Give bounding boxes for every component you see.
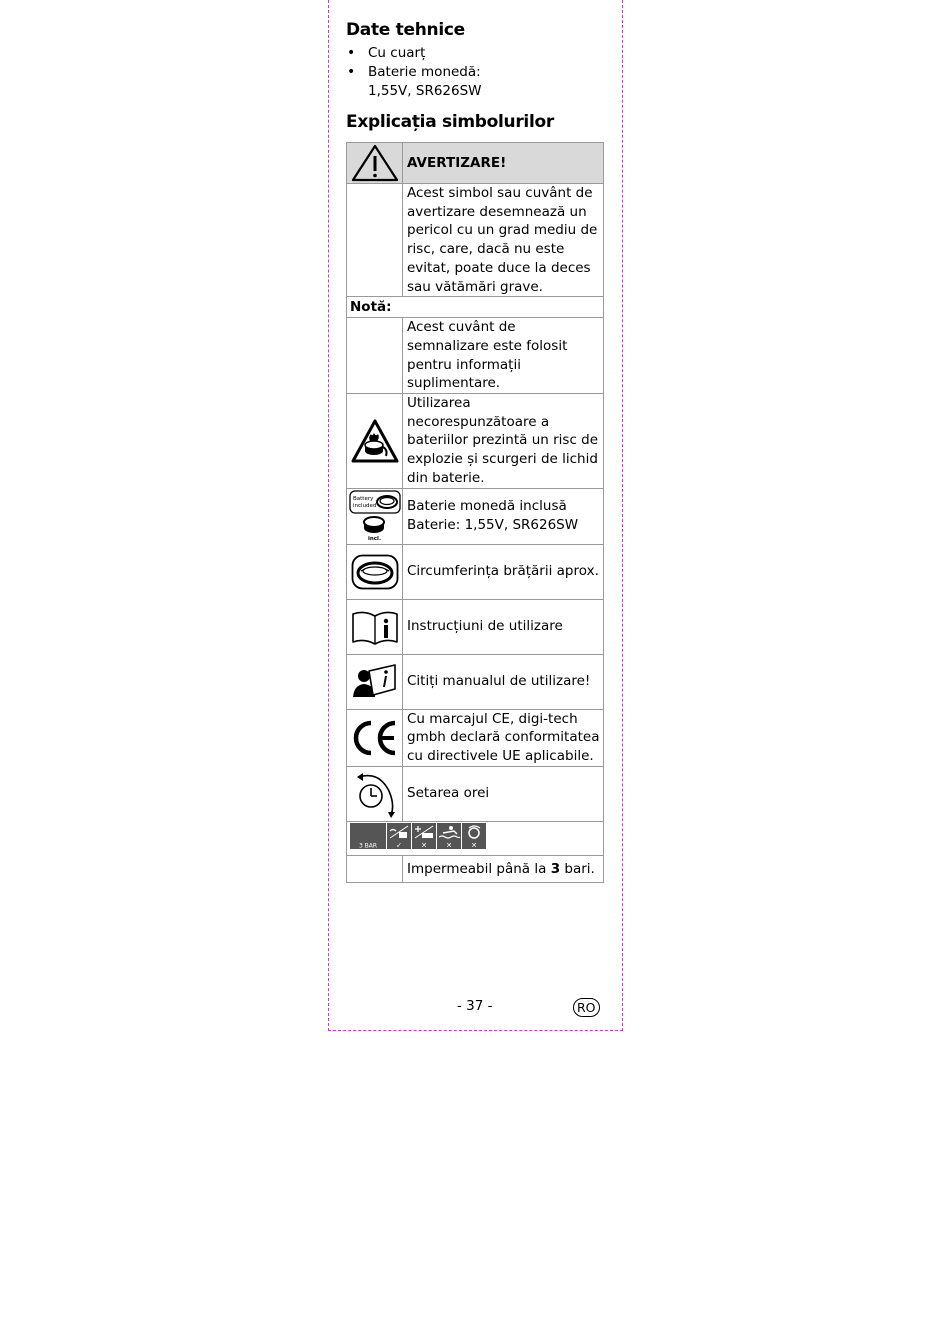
table-row (347, 143, 604, 184)
battery-type-line: Baterie: 1,55V, SR626SW (407, 517, 579, 534)
instructions-book-icon (347, 599, 403, 654)
water-bar-label: 3 BAR (358, 842, 378, 850)
empty-cell (347, 318, 403, 394)
read-manual-text: Citiți manualul de utilizare! (403, 654, 604, 709)
water-mark: ✕ (446, 841, 452, 850)
page-number: - 37 - (457, 998, 493, 1014)
table-row (347, 654, 604, 709)
included-icon-text: included (352, 503, 376, 510)
water-resistance-text: Impermeabil până la 3 bari. (403, 856, 604, 883)
battery-icon-text: Battery (352, 496, 373, 503)
warning-label: AVERTIZARE! (407, 154, 507, 171)
instructions-text: Instrucțiuni de utilizare (403, 599, 604, 654)
table-row (347, 856, 604, 883)
time-setting-text: Setarea orei (403, 766, 604, 821)
empty-cell (347, 184, 403, 297)
language-badge: RO (573, 998, 600, 1017)
water-mark: ✓ (396, 841, 402, 850)
bracelet-circumference-icon (347, 544, 403, 599)
circumference-text: Circumferința brățării aprox. (403, 544, 604, 599)
tech-item-quartz: • Cu cuarț (346, 44, 604, 63)
battery-explosion-warning-icon (347, 394, 403, 489)
note-text: Acest cuvânt de semnalizare este folosit pentru informații suplimentare. (403, 318, 604, 394)
table-row (347, 394, 604, 489)
symbols-table (346, 142, 604, 883)
battery-included-icon (347, 488, 403, 544)
ce-mark-icon (347, 709, 403, 766)
tech-heading: Date tehnice (346, 20, 465, 40)
table-row (347, 544, 604, 599)
water-mark: ✕ (421, 841, 427, 850)
table-row (347, 766, 604, 821)
warning-triangle-icon (347, 143, 403, 184)
tech-item-battery: • Baterie monedă: 1,55V, SR626SW (346, 63, 604, 101)
empty-cell (347, 856, 403, 883)
symbols-heading: Explicația simbolurilor (346, 112, 554, 132)
battery-included-text (403, 488, 604, 544)
ce-text: Cu marcajul CE, digi-tech gmbh declară conformitatea cu directivele UE aplicabile. (403, 709, 604, 766)
table-row (347, 599, 604, 654)
table-row (347, 488, 604, 544)
warning-text: Acest simbol sau cuvânt de avertizare desemnează un pericol cu un grad mediu de risc, care, dacă nu este evitat, poate duce la deces sau vătămări grave. (403, 184, 604, 297)
table-row (347, 184, 604, 297)
note-label: Notă: (350, 298, 392, 315)
time-setting-clock-icon (347, 766, 403, 821)
table-row (347, 318, 604, 394)
table-row (347, 821, 604, 856)
read-manual-icon (347, 654, 403, 709)
water-mark: ✕ (471, 841, 477, 850)
table-row (347, 297, 604, 318)
table-row (347, 709, 604, 766)
battery-included-line: Baterie monedă inclusă (407, 498, 567, 515)
battery-warning-text: Utilizarea necorespunzătoare a bateriilor prezintă un risc de explozie și scurgeri de lichid din baterie. (403, 394, 604, 489)
water-resistance-icon (347, 821, 604, 856)
tech-list (346, 44, 604, 101)
incl-icon-text: incl. (367, 536, 381, 543)
